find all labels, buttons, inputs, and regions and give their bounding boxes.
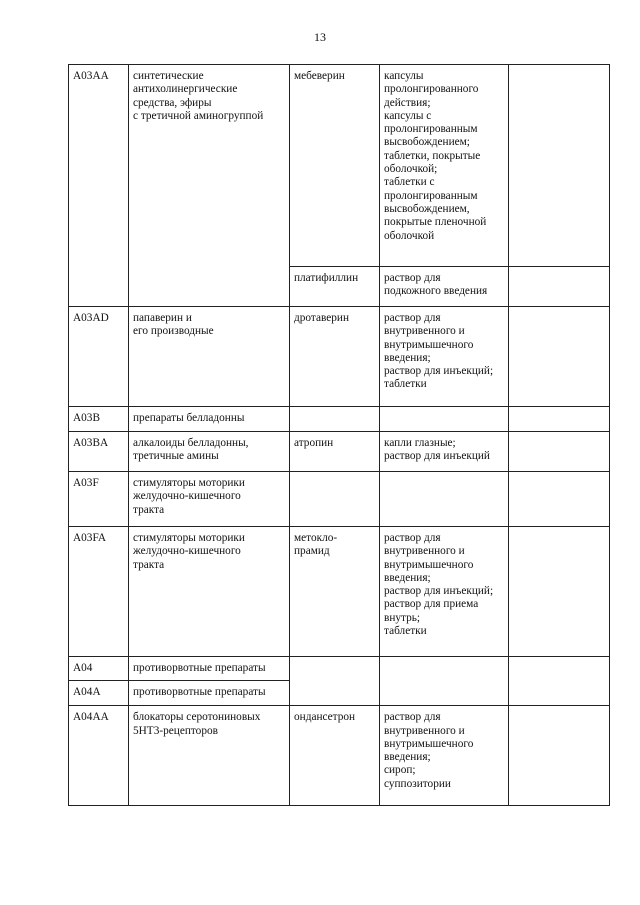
dosage-form-cell: капли глазные; раствор для инъекций [380,432,509,472]
drug-table [68,64,610,806]
atc-code-cell: A03BA [69,432,129,472]
table-row [69,657,610,681]
table-row [69,407,610,432]
table-row [69,527,610,657]
dosage-form-cell: раствор для внутривенного и внутримышечного введения; раствор для инъекций; таблетки [380,307,509,407]
drug-name-cell: мебеверин [290,65,380,267]
atc-group-cell: папаверин и его производные [129,307,290,407]
atc-group-cell: алкалоиды белладонны, третичные амины [129,432,290,472]
atc-group-cell: противорвотные препараты [129,681,290,706]
table-row [69,472,610,527]
table-row [69,432,610,472]
drug-name-cell: метокло- прамид [290,527,380,657]
dosage-form-cell: раствор для внутривенного и внутримышечного введения; раствор для инъекций; раствор для приема внутрь; таблетки [380,527,509,657]
drug-name-cell: атропин [290,432,380,472]
drug-name-cell [290,657,380,706]
atc-group-cell: блокаторы серотониновых 5HT3-рецепторов [129,706,290,806]
drug-name-cell [290,407,380,432]
empty-cell [509,65,610,267]
atc-code-cell: A03AA [69,65,129,307]
atc-group-cell: препараты белладонны [129,407,290,432]
drug-name-cell: платифиллин [290,267,380,307]
table-row [69,307,610,407]
atc-group-cell: синтетические антихолинергические средства, эфиры с третичной аминогруппой [129,65,290,307]
empty-cell [509,472,610,527]
empty-cell [509,657,610,706]
atc-code-cell: A03FA [69,527,129,657]
empty-cell [509,407,610,432]
drug-name-cell: ондансетрон [290,706,380,806]
atc-code-cell: A03AD [69,307,129,407]
empty-cell [509,432,610,472]
empty-cell [509,527,610,657]
atc-code-cell: A04 [69,657,129,681]
drug-name-cell [290,472,380,527]
dosage-form-cell [380,472,509,527]
table-row [69,706,610,806]
empty-cell [509,706,610,806]
dosage-form-cell: раствор для внутривенного и внутримышечного введения; сироп; суппозитории [380,706,509,806]
atc-group-cell: стимуляторы моторики желудочно-кишечного тракта [129,472,290,527]
dosage-form-cell: капсулы пролонгированного действия; капсулы с пролонгированным высвобождением; таблетки, покрытые оболочкой; таблетки с пролонгированным высвобождением, покрытые пленочной оболочкой [380,65,509,267]
dosage-form-cell: раствор для подкожного введения [380,267,509,307]
empty-cell [509,267,610,307]
empty-cell [509,307,610,407]
atc-code-cell: A04A [69,681,129,706]
dosage-form-cell [380,407,509,432]
atc-code-cell: A03B [69,407,129,432]
table-row [69,65,610,267]
page-number: 13 [314,30,326,44]
atc-group-cell: стимуляторы моторики желудочно-кишечного тракта [129,527,290,657]
drug-name-cell: дротаверин [290,307,380,407]
atc-code-cell: A03F [69,472,129,527]
atc-code-cell: A04AA [69,706,129,806]
dosage-form-cell [380,657,509,706]
atc-group-cell: противорвотные препараты [129,657,290,681]
